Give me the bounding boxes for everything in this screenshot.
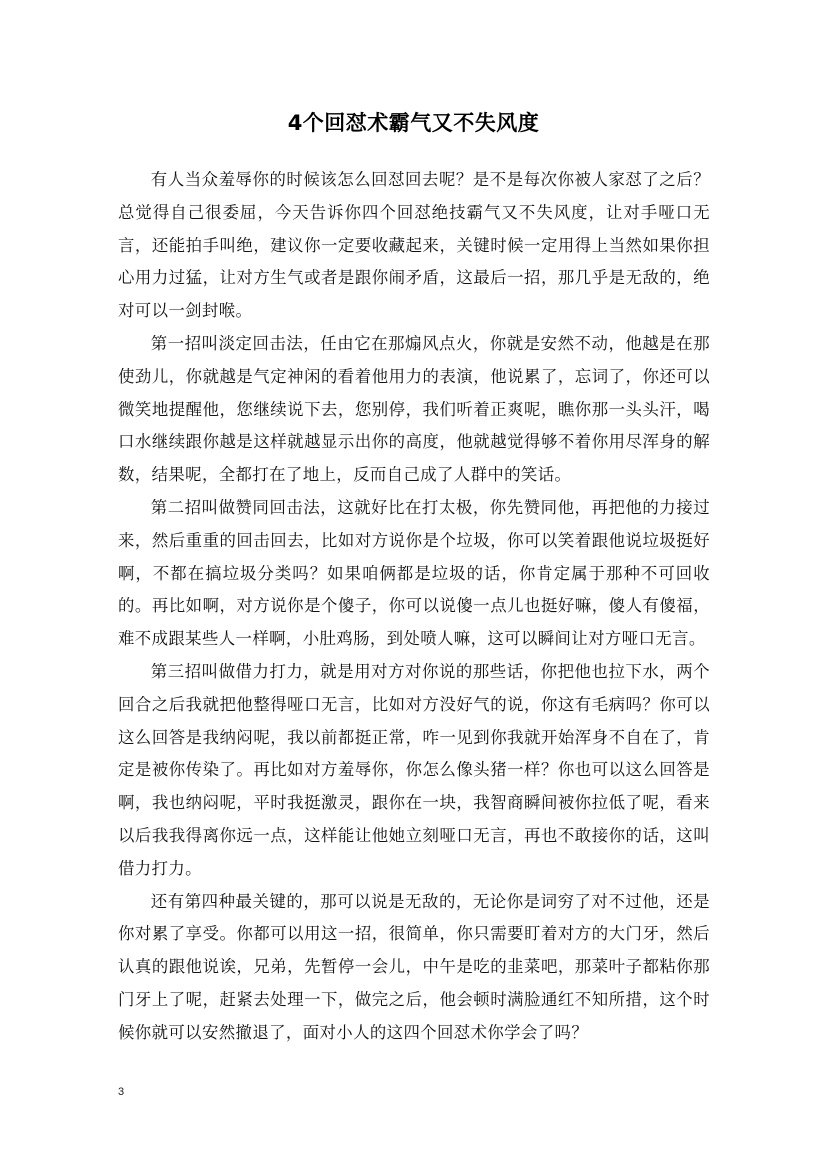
page-number: 3	[118, 1086, 125, 1098]
document-body	[118, 164, 710, 1050]
paragraph-method-4: 还有第四种最关键的，那可以说是无敌的，无论你是词穷了对不过他，还是你对累了享受。你都可以用这一招，很简单，你只需要盯着对方的大门牙，然后认真的跟他说诶，兄弟，先暂停一会儿，中午是吃的韭菜吧，那菜叶子都粘你那门牙上了呢，赶紧去处理一下，做完之后，他会顿时满脸通红不知所措，这个时候你就可以安然撤退了，面对小人的这四个回怼术你学会了吗？	[118, 891, 710, 1042]
paragraph-method-3: 第三招叫做借力打力，就是用对方对你说的那些话，你把他也拉下水，两个回合之后我就把他整得哑口无言，比如对方没好气的说，你这有毛病吗？你可以这么回答是我纳闷呢，我以前都挺正常，咋一见到你我就开始浑身不自在了，肯定是被你传染了。再比如对方羞辱你，你怎么像头猪一样？你也可以这么回答是啊，我也纳闷呢，平时我挺激灵，跟你在一块，我智商瞬间被你拉低了呢，看来以后我我得离你远一点，这样能让他她立刻哑口无言，再也不敢接你的话，这叫借力打力。	[118, 661, 710, 878]
paragraph-intro: 有人当众羞辱你的时候该怎么回怼回去呢？是不是每次你被人家怼了之后？总觉得自己很委屈，今天告诉你四个回怼绝技霸气又不失风度，让对手哑口无言，还能拍手叫绝，建议你一定要收藏起来，关键时候一定用得上当然如果你担心用力过猛，让对方生气或者是跟你闹矛盾，这最后一招，那几乎是无敌的，绝对可以一剑封喉。	[118, 170, 710, 321]
paragraph-method-2: 第二招叫做赞同回击法，这就好比在打太极，你先赞同他，再把他的力接过来，然后重重的回击回去，比如对方说你是个垃圾，你可以笑着跟他说垃圾挺好啊，不都在搞垃圾分类吗？如果咱俩都是垃圾的话，你肯定属于那种不可回收的。再比如啊，对方说你是个傻子，你可以说傻一点儿也挺好嘛，傻人有傻福，难不成跟某些人一样啊，小肚鸡肠，到处喷人嘛，这可以瞬间让对方哑口无言。	[118, 497, 710, 649]
paragraph-method-1: 第一招叫淡定回击法，任由它在那煽风点火，你就是安然不动，他越是在那使劲儿，你就越是气定神闲的看着他用力的表演，他说累了，忘词了，你还可以微笑地提醒他，您继续说下去，您别停，我们听着正爽呢，瞧你那一头头汗，喝口水继续跟你越是这样就越显示出你的高度，他就越觉得够不着你用尽浑身的解数，结果呢，全都打在了地上，反而自己成了人群中的笑话。	[118, 333, 710, 485]
document-title: 4个回怼术霸气又不失风度	[287, 111, 540, 135]
